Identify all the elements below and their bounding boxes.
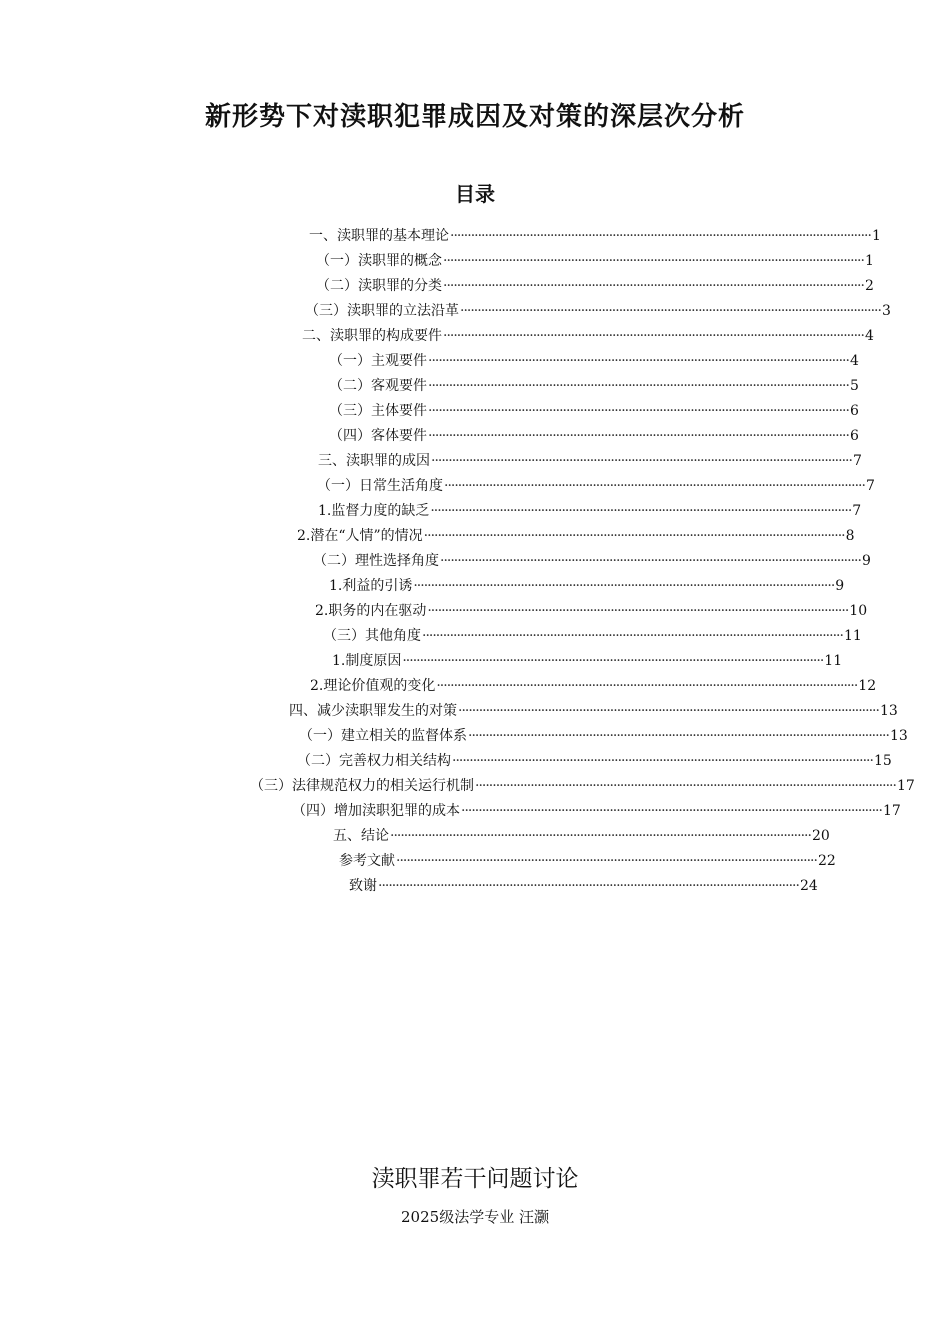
toc-leader-dots: ·························································································································· bbox=[443, 328, 864, 344]
toc-entry[interactable] bbox=[313, 549, 871, 574]
toc-leader-dots: ·························································································································· bbox=[428, 428, 849, 444]
toc-entry[interactable] bbox=[329, 374, 859, 399]
toc-leader-dots: ·························································································································· bbox=[475, 778, 896, 794]
toc-entry-page: 24 bbox=[799, 878, 818, 894]
toc-entry-label: （三）主体要件 bbox=[329, 403, 427, 419]
toc-entry-page: 22 bbox=[817, 853, 836, 869]
toc-entry-page: 4 bbox=[849, 353, 859, 369]
toc-leader-dots: ·························································································································· bbox=[390, 828, 811, 844]
paper-subtitle: 渎职罪若干问题讨论 bbox=[371, 1166, 579, 1192]
toc-entry-page: 6 bbox=[849, 428, 859, 444]
toc-entry[interactable] bbox=[316, 274, 874, 299]
toc-entry-page: 1 bbox=[871, 228, 881, 244]
toc-entry[interactable] bbox=[292, 799, 901, 824]
toc-leader-dots: ·························································································································· bbox=[430, 503, 852, 519]
toc-entry-page: 6 bbox=[849, 403, 859, 419]
toc-entry-label: 一、渎职罪的基本理论 bbox=[309, 228, 449, 244]
toc-entry-page: 11 bbox=[843, 628, 862, 644]
toc-entry-page: 12 bbox=[858, 678, 877, 694]
toc-entry-page: 8 bbox=[845, 528, 855, 544]
toc-entry[interactable] bbox=[299, 724, 908, 749]
toc-entry[interactable] bbox=[310, 674, 877, 699]
toc-entry-page: 1 bbox=[864, 253, 874, 269]
toc-leader-dots: ·························································································································· bbox=[427, 603, 849, 619]
toc-leader-dots: ·························································································································· bbox=[461, 803, 882, 819]
toc-entry[interactable] bbox=[297, 749, 892, 774]
toc-leader-dots: ·························································································································· bbox=[468, 728, 889, 744]
toc-entry-page: 13 bbox=[879, 703, 898, 719]
toc-entry-label: （四）客体要件 bbox=[329, 428, 427, 444]
toc-entry[interactable] bbox=[316, 249, 874, 274]
toc-entry-page: 20 bbox=[811, 828, 830, 844]
toc-entry[interactable] bbox=[315, 599, 868, 624]
toc-leader-dots: ·························································································································· bbox=[378, 878, 799, 894]
toc-entry[interactable] bbox=[318, 499, 862, 524]
document-title: 新形势下对渎职犯罪成因及对策的深层次分析 bbox=[204, 102, 745, 132]
toc-leader-dots: ·························································································································· bbox=[450, 228, 871, 244]
toc-entry-label: 致谢 bbox=[349, 878, 377, 894]
toc-entry[interactable] bbox=[329, 574, 845, 599]
toc-entry[interactable] bbox=[250, 774, 915, 799]
toc-leader-dots: ·························································································································· bbox=[431, 453, 852, 469]
author-line: 2025级法学专业 汪灏 bbox=[401, 1208, 549, 1226]
toc-entry[interactable] bbox=[332, 649, 843, 674]
toc-entry[interactable] bbox=[317, 474, 875, 499]
toc-entry-label: （二）理性选择角度 bbox=[313, 553, 439, 569]
toc-entry-label: （四）增加渎职犯罪的成本 bbox=[292, 803, 460, 819]
toc-leader-dots: ·························································································································· bbox=[428, 403, 849, 419]
toc-entry-page: 13 bbox=[889, 728, 908, 744]
toc-entry-label: （二）完善权力相关结构 bbox=[297, 753, 451, 769]
toc-leader-dots: ·························································································································· bbox=[422, 628, 843, 644]
toc-entry-label: 1.利益的引诱 bbox=[329, 578, 413, 594]
toc-entry-page: 3 bbox=[881, 303, 891, 319]
toc-entry-label: 2.理论价值观的变化 bbox=[310, 678, 436, 694]
toc-entry[interactable] bbox=[309, 224, 881, 249]
toc-entry-page: 17 bbox=[896, 778, 915, 794]
toc-leader-dots: ·························································································································· bbox=[452, 753, 873, 769]
toc-entry-label: 五、结论 bbox=[333, 828, 389, 844]
toc-leader-dots: ·························································································································· bbox=[428, 378, 849, 394]
toc-entry-page: 15 bbox=[873, 753, 892, 769]
toc-leader-dots: ·························································································································· bbox=[396, 853, 817, 869]
toc-entry-label: （一）主观要件 bbox=[329, 353, 427, 369]
toc-entry[interactable] bbox=[289, 699, 898, 724]
toc-entry-page: 7 bbox=[852, 453, 862, 469]
toc-entry[interactable] bbox=[333, 824, 830, 849]
toc-entry[interactable] bbox=[329, 349, 859, 374]
toc-entry-label: （一）日常生活角度 bbox=[317, 478, 443, 494]
toc-entry[interactable] bbox=[329, 399, 859, 424]
toc-entry-page: 9 bbox=[835, 578, 845, 594]
toc-entry-label: （二）渎职罪的分类 bbox=[316, 278, 442, 294]
toc-entry-label: 二、渎职罪的构成要件 bbox=[302, 328, 442, 344]
toc-entry[interactable] bbox=[329, 424, 859, 449]
toc-entry[interactable] bbox=[302, 324, 874, 349]
toc-entry[interactable] bbox=[323, 624, 862, 649]
toc-entry-label: （一）建立相关的监督体系 bbox=[299, 728, 467, 744]
toc-entry-label: 四、减少渎职罪发生的对策 bbox=[289, 703, 457, 719]
toc-leader-dots: ·························································································································· bbox=[443, 253, 864, 269]
toc-entry-page: 4 bbox=[864, 328, 874, 344]
toc-entry-label: 三、渎职罪的成因 bbox=[318, 453, 430, 469]
toc-leader-dots: ·························································································································· bbox=[423, 528, 845, 544]
toc-leader-dots: ·························································································································· bbox=[460, 303, 881, 319]
toc-leader-dots: ·························································································································· bbox=[440, 553, 861, 569]
toc-entry-label: 参考文献 bbox=[339, 853, 395, 869]
toc-entry-label: （三）法律规范权力的相关运行机制 bbox=[250, 778, 474, 794]
toc-entry[interactable] bbox=[318, 449, 862, 474]
toc-leader-dots: ·························································································································· bbox=[413, 578, 835, 594]
toc-leader-dots: ·························································································································· bbox=[436, 678, 858, 694]
toc-entry-page: 9 bbox=[861, 553, 871, 569]
toc-leader-dots: ·························································································································· bbox=[428, 353, 849, 369]
toc-entry[interactable] bbox=[349, 874, 818, 899]
toc-leader-dots: ·························································································································· bbox=[458, 703, 879, 719]
toc-entry-page: 10 bbox=[849, 603, 868, 619]
toc-entry-label: 1.制度原因 bbox=[332, 653, 402, 669]
toc-heading: 目录 bbox=[455, 182, 495, 206]
toc-entry-label: （二）客观要件 bbox=[329, 378, 427, 394]
toc-leader-dots: ·························································································································· bbox=[443, 278, 864, 294]
toc-entry-label: 2.职务的内在驱动 bbox=[315, 603, 427, 619]
toc-entry-page: 2 bbox=[864, 278, 874, 294]
toc-entry-label: 1.监督力度的缺乏 bbox=[318, 503, 430, 519]
toc-entry-label: （三）渎职罪的立法沿革 bbox=[305, 303, 459, 319]
toc-entry-label: （一）渎职罪的概念 bbox=[316, 253, 442, 269]
toc-leader-dots: ·························································································································· bbox=[444, 478, 865, 494]
toc-entry-label: 2.潜在“人情”的情况 bbox=[297, 528, 423, 544]
toc-entry[interactable] bbox=[297, 524, 855, 549]
toc-entry-page: 5 bbox=[849, 378, 859, 394]
toc-entry-label: （三）其他角度 bbox=[323, 628, 421, 644]
toc-entry[interactable] bbox=[305, 299, 891, 324]
toc-leader-dots: ·························································································································· bbox=[402, 653, 824, 669]
toc-entry[interactable] bbox=[339, 849, 836, 874]
toc-entry-page: 7 bbox=[865, 478, 875, 494]
toc-entry-page: 11 bbox=[824, 653, 843, 669]
toc-entry-page: 17 bbox=[882, 803, 901, 819]
toc-entry-page: 7 bbox=[852, 503, 862, 519]
